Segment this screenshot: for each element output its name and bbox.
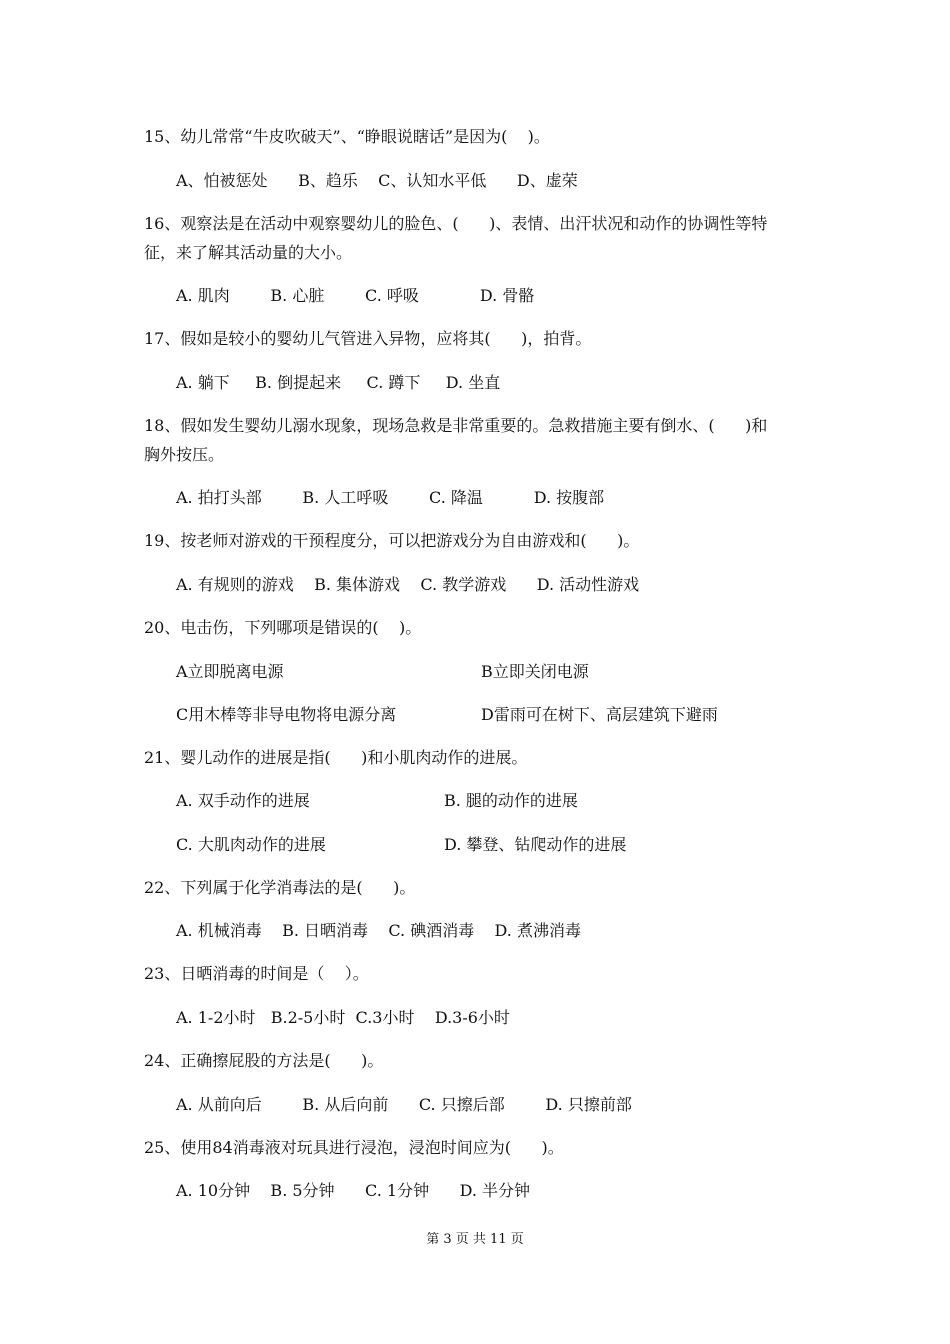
question-25-options: A. 10分钟 B. 5分钟 C. 1分钟 D. 半分钟 [176,1181,531,1200]
question-21-option-a: A. 双手动作的进展 [176,791,310,810]
question-15-text: 15、幼儿常常“牛皮吹破天”、“睁眼说瞎话”是因为( )。 [144,127,550,146]
question-20-option-b: B立即关闭电源 [481,662,589,681]
question-21-text: 21、婴儿动作的进展是指( )和小肌肉动作的进展。 [144,748,528,767]
question-19-options: A. 有规则的游戏 B. 集体游戏 C. 教学游戏 D. 活动性游戏 [176,575,640,594]
question-24-options: A. 从前向后 B. 从后向前 C. 只擦后部 D. 只擦前部 [176,1095,632,1114]
question-16-text-cont: 征，来了解其活动量的大小。 [144,243,353,262]
question-23-text: 23、日晒消毒的时间是（ ）。 [144,964,369,983]
question-20-option-c: C用木棒等非导电物将电源分离 [176,705,397,724]
question-24-text: 24、正确擦屁股的方法是( )。 [144,1051,384,1070]
question-18-text-cont: 胸外按压。 [144,445,225,464]
question-19-text: 19、按老师对游戏的干预程度分，可以把游戏分为自由游戏和( )。 [144,531,640,550]
question-22-text: 22、下列属于化学消毒法的是( )。 [144,878,416,897]
question-20-option-d: D雷雨可在树下、高层建筑下避雨 [481,705,718,724]
question-21-option-b: B. 腿的动作的进展 [444,791,578,810]
question-17-options: A. 躺下 B. 倒提起来 C. 蹲下 D. 坐直 [176,373,501,392]
question-21-option-c: C. 大肌肉动作的进展 [176,835,326,854]
question-18-text: 18、假如发生婴幼儿溺水现象，现场急救是非常重要的。急救措施主要有倒水、( )和 [144,416,768,435]
question-21-option-d: D. 攀登、钻爬动作的进展 [444,835,627,854]
question-23-options: A. 1-2小时 B.2-5小时 C.3小时 D.3-6小时 [176,1008,510,1027]
question-15-options: A、怕被惩处 B、趋乐 C、认知水平低 D、虚荣 [176,171,578,190]
question-25-text: 25、使用84消毒液对玩具进行浸泡，浸泡时间应为( )。 [144,1138,564,1157]
question-20-option-a: A立即脱离电源 [176,662,284,681]
question-22-options: A. 机械消毒 B. 日晒消毒 C. 碘酒消毒 D. 煮沸消毒 [176,921,581,940]
question-16-text: 16、观察法是在活动中观察婴幼儿的脸色、( )、表情、出汗状况和动作的协调性等特 [144,214,768,233]
question-17-text: 17、假如是较小的婴幼儿气管进入异物，应将其( )，拍背。 [144,329,592,348]
question-16-options: A. 肌肉 B. 心脏 C. 呼吸 D. 骨骼 [176,286,535,305]
question-20-text: 20、电击伤，下列哪项是错误的( )。 [144,618,422,637]
page-number-footer: 第 3 页 共 11 页 [426,1232,524,1247]
question-18-options: A. 拍打头部 B. 人工呼吸 C. 降温 D. 按腹部 [176,488,605,507]
